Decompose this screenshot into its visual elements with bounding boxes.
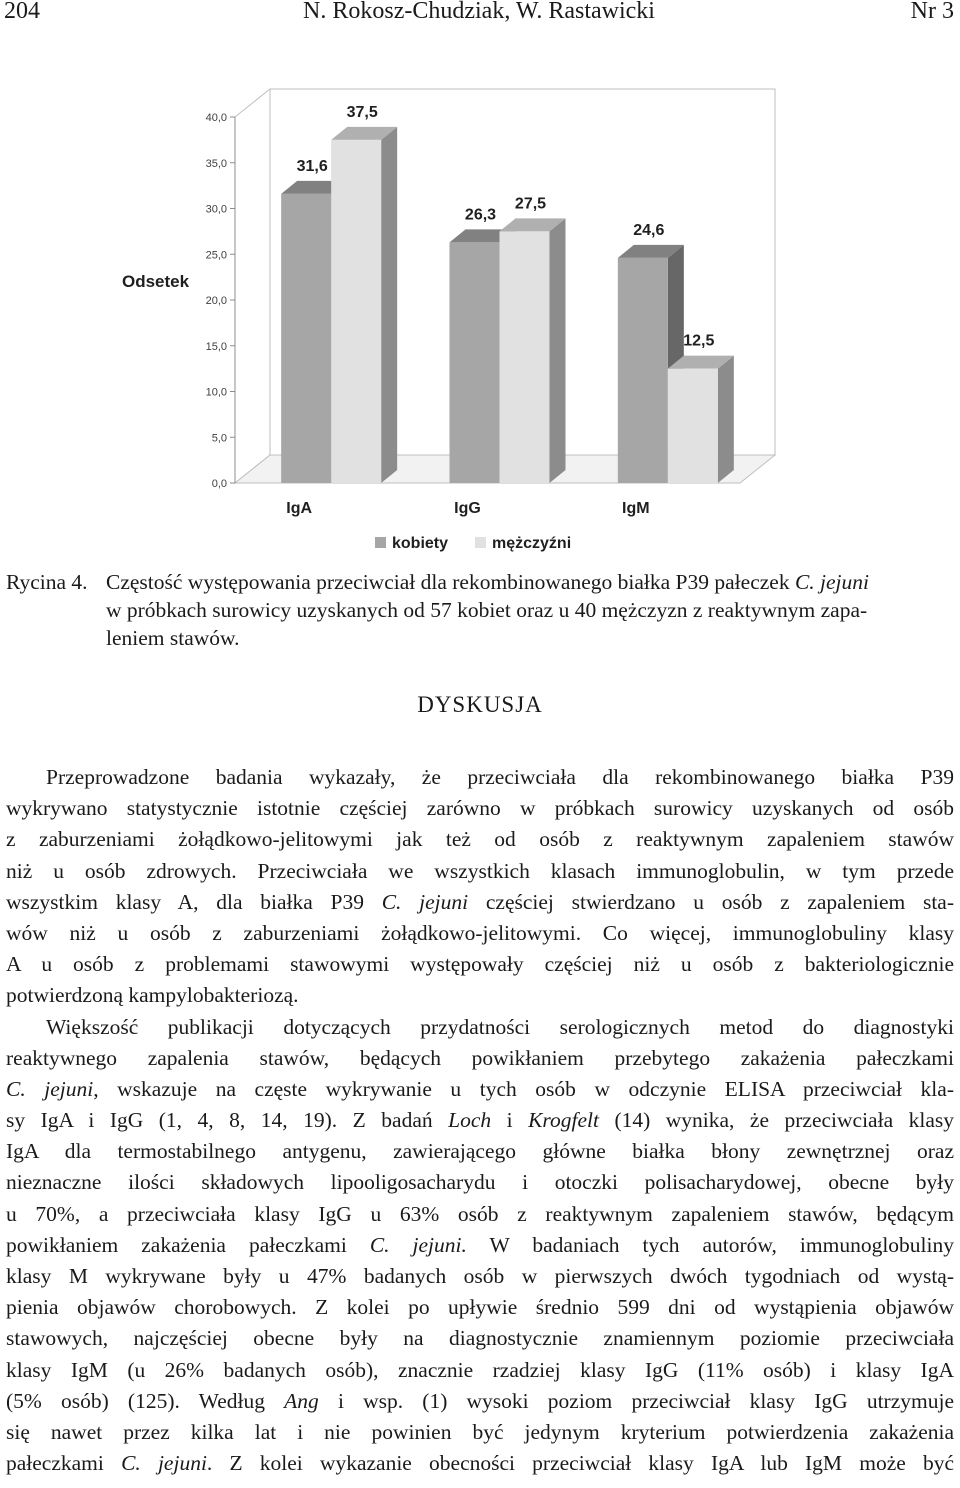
data-label: 12,5 — [683, 332, 715, 350]
legend-label: kobiety — [392, 535, 449, 552]
text-line: A u osób z problemami stawowymi występowały częściej niż u osób z bakteriologicznie — [6, 952, 954, 977]
data-label: 26,3 — [464, 206, 497, 224]
text-line: nieznaczne ilości składowych lipooligosacharydu i otoczki polisacharydowej, obecne były — [6, 1170, 954, 1195]
bar — [331, 140, 381, 483]
legend-swatch — [375, 537, 386, 548]
text-line: z zaburzeniami żołądkowo-jelitowymi jak też od osób z reaktywnym zapaleniem stawów — [6, 827, 954, 852]
y-tick-label: 30,0 — [205, 203, 227, 216]
figure-caption — [6, 568, 954, 652]
legend-label: mężczyźni — [492, 535, 572, 552]
text-line: stawowych, najczęściej obecne były na diagnostycznie znamiennym poziomie przeciwciała — [6, 1326, 954, 1351]
y-tick-label: 5,0 — [211, 432, 227, 445]
y-tick-label: 10,0 — [205, 386, 227, 399]
legend-swatch — [475, 537, 486, 548]
text-line: wów niż u osób z zaburzeniami żołądkowo-jelitowymi. Co więcej, immunoglobuliny klasy — [6, 920, 954, 945]
bar-side — [718, 356, 734, 483]
y-tick-label: 15,0 — [205, 340, 227, 353]
y-tick-label: 35,0 — [205, 157, 227, 170]
text-line: się nawet przez kilka lat i nie powinien być jedynym kryterium potwierdzenia zakażenia — [6, 1419, 954, 1444]
running-authors: N. Rokosz-Chudziak, W. Rastawicki — [303, 0, 655, 24]
page-number: 204 — [4, 0, 40, 24]
data-label: 24,6 — [633, 221, 665, 239]
caption-line-2: w próbkach surowicy uzyskanych od 57 kobiet oraz u 40 mężczyzn z reaktywnym zapa- — [106, 598, 868, 622]
caption-line-1: Rycina 4. Częstość występowania przeciwciał dla rekombinowanego białka P39 pałeczek C. jejuni — [6, 570, 870, 594]
data-label: 27,5 — [514, 195, 547, 213]
text-line: powikłaniem zakażenia pałeczkami C. jejuni. W badaniach tych autorów, immunoglobuliny — [6, 1232, 954, 1257]
text-line: pienia objawów chorobowych. Z kolei po upływie średnio 599 dni od wystąpienia objawów — [6, 1295, 954, 1320]
bar — [500, 231, 550, 483]
section-title: DYSKUSJA — [417, 692, 543, 717]
caption-label: Rycina 4. — [6, 570, 88, 594]
text-line: pałeczkami C. jejuni. Z kolei wykazanie obecności przeciwciał klasy IgA lub IgM może być — [6, 1451, 954, 1476]
text-line: wykrywano statystycznie istotnie częściej zarówno w próbkach surowicy uzyskanych od osób — [6, 796, 954, 821]
text-line: reaktywnego zapalenia stawów, będących powikłaniem przebytego zakażenia pałeczkami — [6, 1045, 954, 1070]
page-header — [4, 0, 954, 32]
text-line: Przeprowadzone badania wykazały, że przeciwciała dla rekombinowanego białka P39 — [46, 765, 954, 789]
issue-number: Nr 3 — [910, 0, 954, 24]
text-line: klasy M wykrywane były u 47% badanych osób w pierwszych dwóch tygodniach od wystą- — [6, 1264, 954, 1288]
text-line: sy IgA i IgG (1, 4, 8, 14, 19). Z badań Loch i Krogfelt (14) wynika, że przeciwciała klasy — [6, 1108, 954, 1133]
category-label: IgG — [454, 500, 481, 517]
text-line: (5% osób) (125). Według Ang i wsp. (1) wysoki poziom przeciwciał klasy IgG utrzymuje — [6, 1388, 954, 1413]
data-label: 37,5 — [346, 103, 378, 121]
bar-side — [550, 218, 566, 483]
text-line: potwierdzoną kampylobakteriozą. — [6, 983, 299, 1008]
y-tick-label: 40,0 — [205, 112, 227, 124]
y-tick-label: 25,0 — [205, 249, 227, 262]
bar — [450, 242, 500, 483]
bar — [618, 258, 668, 483]
y-tick-label: 0,0 — [211, 478, 227, 490]
text-line: u 70%, a przeciwciała klasy IgG u 63% osób z reaktywnym zapaleniem stawów, będącym — [6, 1201, 954, 1226]
category-label: IgA — [286, 500, 313, 517]
text-line: niż u osób zdrowych. Przeciwciała we wszystkich klasach immunoglobulin, w tym przede — [6, 858, 954, 883]
y-tick-label: 20,0 — [205, 295, 227, 307]
bar-side — [381, 127, 397, 483]
chart-side-wall — [235, 89, 270, 483]
text-line: wszystkim klasy A, dla białka P39 C. jejuni częściej stwierdzano u osób z zapaleniem sta- — [6, 889, 954, 914]
text-line: C. jejuni, wskazuje na częste wykrywanie u tych osób w odczynie ELISA przeciwciał kla- — [6, 1076, 954, 1101]
text-line: Większość publikacji dotyczących przydatności serologicznych metod do diagnostyki — [46, 1014, 954, 1039]
category-label: IgM — [622, 500, 650, 517]
data-label: 31,6 — [296, 157, 328, 175]
text-line: IgA dla termostabilnego antygenu, zawierającego główne białka błony zewnętrznej oraz — [6, 1139, 954, 1164]
bar — [668, 369, 718, 483]
bar — [281, 194, 331, 483]
y-axis-label: Odsetek — [122, 272, 190, 291]
bar-chart — [100, 75, 800, 565]
body-text — [6, 762, 954, 1479]
text-line: klasy IgM (u 26% badanych osób), znacznie rzadziej klasy IgG (11% osób) i klasy IgA — [6, 1357, 954, 1382]
caption-line-3: leniem stawów. — [106, 626, 240, 650]
